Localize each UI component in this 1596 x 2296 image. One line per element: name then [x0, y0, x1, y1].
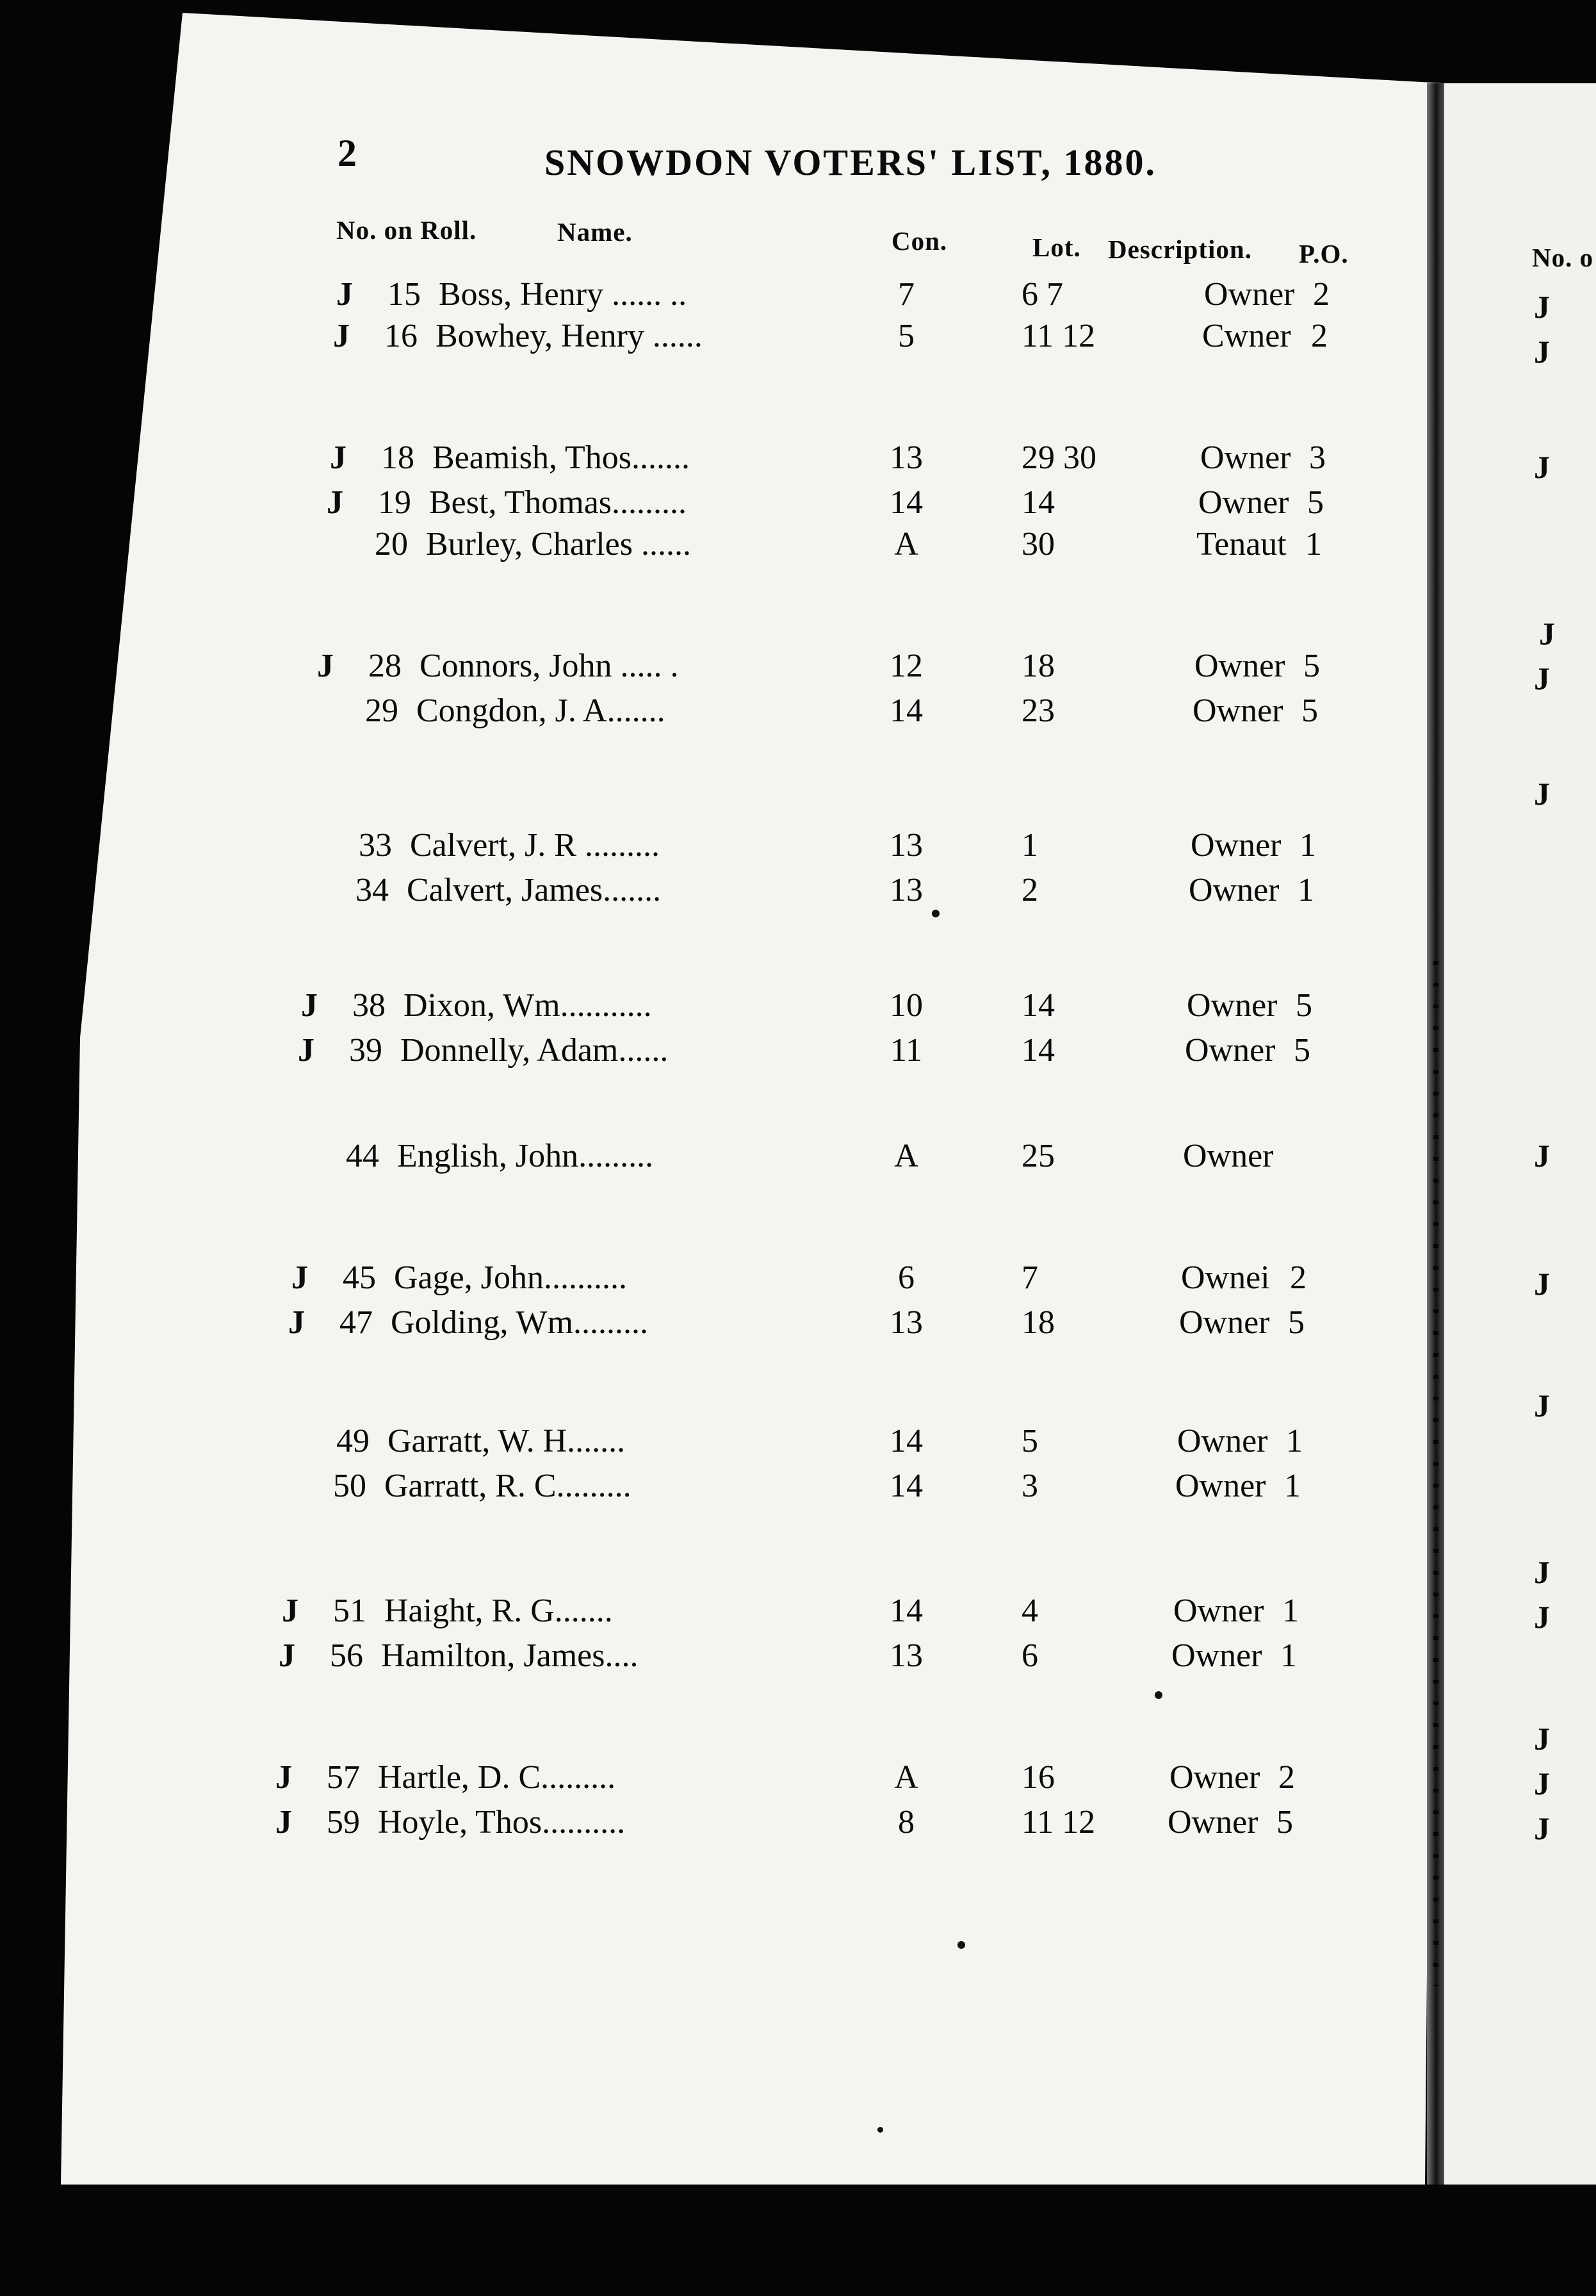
facing-page-mark: J — [1534, 289, 1550, 325]
juror-mark: J — [330, 439, 346, 476]
description: Owner — [1200, 439, 1291, 476]
concession: 14 — [890, 1468, 923, 1504]
concession: A — [894, 1759, 918, 1796]
description: Owner — [1183, 1138, 1274, 1174]
juror-mark: J — [317, 648, 334, 684]
concession: 14 — [890, 484, 923, 521]
concession: A — [894, 526, 918, 562]
concession: 14 — [890, 1423, 923, 1459]
post-office: 1 — [1282, 1593, 1299, 1629]
voter-name: Hoyle, Thos.......... — [378, 1804, 626, 1841]
concession: A — [894, 1138, 918, 1174]
description: Owner — [1187, 987, 1278, 1024]
voter-name: Boss, Henry ...... .. — [439, 276, 687, 313]
juror-mark: J — [275, 1804, 292, 1841]
description: Tenaut — [1196, 526, 1287, 562]
post-office: 5 — [1276, 1804, 1293, 1841]
post-office: 5 — [1288, 1304, 1305, 1341]
roll-number: 59 — [327, 1804, 360, 1841]
table-row — [336, 275, 1364, 320]
facing-page-mark: J — [1534, 334, 1550, 370]
voter-name: Connors, John ..... . — [419, 648, 679, 684]
voter-name: Garratt, W. H....... — [387, 1423, 626, 1459]
description: Cwner — [1202, 318, 1291, 354]
concession: 10 — [890, 987, 923, 1024]
post-office: 5 — [1294, 1032, 1310, 1069]
lot-number: 14 — [1022, 1032, 1055, 1069]
table-row — [298, 1031, 1364, 1076]
voter-name: Gage, John.......... — [394, 1259, 627, 1296]
description: Owner — [1198, 484, 1289, 521]
description: Owner — [1194, 648, 1285, 684]
lot-number: 7 — [1022, 1259, 1038, 1296]
concession: 13 — [890, 1304, 923, 1341]
juror-mark: J — [291, 1259, 308, 1296]
facing-page-mark: J — [1534, 449, 1550, 485]
facing-page-mark: J — [1534, 1388, 1550, 1423]
lot-number: 6 — [1022, 1637, 1038, 1674]
concession: 14 — [890, 693, 923, 729]
facing-page-mark: J — [1534, 660, 1550, 696]
lot-number: 25 — [1022, 1138, 1055, 1174]
facing-page-edge — [1444, 83, 1596, 2185]
roll-number: 56 — [330, 1637, 363, 1674]
table-row — [333, 317, 1364, 362]
facing-page-mark: J — [1539, 616, 1555, 652]
roll-number: 38 — [352, 987, 386, 1024]
roll-number: 49 — [336, 1423, 370, 1459]
lot-number: 14 — [1022, 484, 1055, 521]
description: Owner — [1175, 1468, 1266, 1504]
lot-number: 18 — [1022, 1304, 1055, 1341]
description: Owner — [1168, 1804, 1258, 1841]
juror-mark: J — [333, 318, 350, 354]
concession: 11 — [890, 1032, 923, 1069]
lot-number: 16 — [1022, 1759, 1055, 1796]
table-row — [285, 1422, 1364, 1467]
ink-speck — [957, 1941, 965, 1949]
ink-speck — [877, 2127, 883, 2133]
page-title: SNOWDON VOTERS' LIST, 1880. — [544, 142, 1157, 183]
voter-name: Calvert, James....... — [407, 872, 662, 908]
lot-number: 3 — [1022, 1468, 1038, 1504]
post-office: 5 — [1307, 484, 1324, 521]
facing-page-mark: J — [1534, 1721, 1550, 1757]
table-row — [282, 1467, 1364, 1512]
description: Owner — [1191, 827, 1282, 864]
facing-page-mark: J — [1534, 1766, 1550, 1801]
roll-number: 44 — [346, 1138, 379, 1174]
lot-number: 23 — [1022, 693, 1055, 729]
roll-number: 20 — [375, 526, 408, 562]
table-row — [275, 1803, 1364, 1848]
post-office: 2 — [1290, 1259, 1307, 1296]
concession: 13 — [890, 872, 923, 908]
header-name: Name. — [557, 217, 633, 247]
juror-mark: J — [282, 1593, 298, 1629]
concession: 12 — [890, 648, 923, 684]
description: Owner — [1189, 872, 1280, 908]
table-row — [288, 1304, 1364, 1349]
description: Owner — [1193, 693, 1283, 729]
roll-number: 16 — [384, 318, 418, 354]
table-row — [295, 1137, 1364, 1182]
description: Owner — [1204, 276, 1295, 313]
voter-name: English, John......... — [397, 1138, 654, 1174]
juror-mark: J — [298, 1032, 314, 1069]
post-office: 3 — [1309, 439, 1326, 476]
roll-number: 57 — [327, 1759, 360, 1796]
roll-number: 28 — [368, 648, 402, 684]
post-office: 2 — [1311, 318, 1328, 354]
table-row — [317, 647, 1364, 692]
voter-name: Haight, R. G....... — [384, 1593, 613, 1629]
lot-number: 30 — [1022, 526, 1055, 562]
description: Ownei — [1181, 1259, 1270, 1296]
juror-mark: J — [275, 1759, 292, 1796]
facing-page-mark: J — [1534, 776, 1550, 812]
table-row — [304, 871, 1364, 916]
header-con: Con. — [892, 226, 948, 256]
description: Owner — [1169, 1759, 1260, 1796]
concession: 14 — [890, 1593, 923, 1629]
page-number: 2 — [338, 132, 357, 174]
voter-name: Hartle, D. C......... — [378, 1759, 616, 1796]
voter-name: Bowhey, Henry ...... — [436, 318, 703, 354]
post-office: 1 — [1298, 872, 1314, 908]
concession: 7 — [898, 276, 915, 313]
juror-mark: J — [301, 987, 318, 1024]
facing-page-mark: J — [1534, 1554, 1550, 1590]
roll-number: 47 — [339, 1304, 373, 1341]
juror-mark: J — [279, 1637, 295, 1674]
facing-page-header: No. o — [1532, 243, 1594, 272]
description: Owner — [1185, 1032, 1276, 1069]
roll-number: 39 — [349, 1032, 382, 1069]
roll-number: 29 — [365, 693, 398, 729]
voter-name: Garratt, R. C......... — [384, 1468, 631, 1504]
juror-mark: J — [336, 276, 353, 313]
post-office: 2 — [1278, 1759, 1295, 1796]
post-office: 5 — [1296, 987, 1312, 1024]
table-row — [323, 525, 1364, 570]
description: Owner — [1179, 1304, 1270, 1341]
table-row — [275, 1759, 1364, 1803]
concession: 13 — [890, 1637, 923, 1674]
description: Owner — [1173, 1593, 1264, 1629]
voter-name: Congdon, J. A....... — [416, 693, 665, 729]
table-row — [314, 692, 1364, 737]
roll-number: 34 — [355, 872, 389, 908]
roll-number: 51 — [333, 1593, 366, 1629]
facing-page-mark: J — [1534, 1599, 1550, 1635]
lot-number: 11 12 — [1022, 1804, 1096, 1841]
lot-number: 5 — [1022, 1423, 1038, 1459]
header-description: Description. — [1108, 234, 1252, 264]
voter-name: Golding, Wm......... — [391, 1304, 649, 1341]
voter-name: Best, Thomas......... — [429, 484, 687, 521]
post-office: 1 — [1280, 1637, 1297, 1674]
roll-number: 15 — [387, 276, 421, 313]
lot-number: 11 12 — [1022, 318, 1096, 354]
gutter-perforation — [1433, 961, 1438, 1986]
voter-name: Calvert, J. R ......... — [410, 827, 660, 864]
voter-name: Hamilton, James.... — [381, 1637, 639, 1674]
header-po: P.O. — [1299, 239, 1349, 268]
table-row — [291, 1259, 1364, 1304]
roll-number: 50 — [333, 1468, 366, 1504]
table-row — [307, 826, 1364, 871]
lot-number: 2 — [1022, 872, 1038, 908]
header-lot: Lot. — [1032, 233, 1081, 262]
concession: 8 — [898, 1804, 915, 1841]
description: Owner — [1171, 1637, 1262, 1674]
description: Owner — [1177, 1423, 1268, 1459]
ink-speck — [1155, 1691, 1162, 1699]
lot-number: 4 — [1022, 1593, 1038, 1629]
juror-mark: J — [288, 1304, 305, 1341]
concession: 6 — [898, 1259, 915, 1296]
roll-number: 33 — [359, 827, 392, 864]
post-office: 2 — [1313, 276, 1330, 313]
facing-page-mark: J — [1534, 1266, 1550, 1302]
ink-speck — [932, 910, 940, 917]
lot-number: 6 7 — [1022, 276, 1063, 313]
post-office: 5 — [1301, 693, 1318, 729]
lot-number: 14 — [1022, 987, 1055, 1024]
post-office: 1 — [1286, 1423, 1303, 1459]
table-row — [327, 484, 1364, 529]
concession: 13 — [890, 439, 923, 476]
voter-name: Burley, Charles ...... — [426, 526, 691, 562]
post-office: 1 — [1299, 827, 1316, 864]
concession: 5 — [898, 318, 915, 354]
roll-number: 18 — [381, 439, 414, 476]
lot-number: 29 30 — [1022, 439, 1096, 476]
juror-mark: J — [327, 484, 343, 521]
facing-page-mark: J — [1534, 1810, 1550, 1846]
concession: 13 — [890, 827, 923, 864]
post-office: 1 — [1284, 1468, 1301, 1504]
lot-number: 1 — [1022, 827, 1038, 864]
table-row — [301, 987, 1364, 1031]
table-row — [279, 1637, 1364, 1682]
roll-number: 19 — [378, 484, 411, 521]
post-office: 5 — [1303, 648, 1320, 684]
voter-name: Dixon, Wm........... — [403, 987, 652, 1024]
voter-name: Beamish, Thos....... — [432, 439, 690, 476]
table-row — [282, 1592, 1364, 1637]
lot-number: 18 — [1022, 648, 1055, 684]
voter-name: Donnelly, Adam...... — [400, 1032, 669, 1069]
header-no-on-roll: No. on Roll. — [336, 215, 477, 245]
table-row — [330, 439, 1364, 484]
roll-number: 45 — [343, 1259, 376, 1296]
facing-page-mark: J — [1534, 1138, 1550, 1174]
post-office: 1 — [1305, 526, 1322, 562]
